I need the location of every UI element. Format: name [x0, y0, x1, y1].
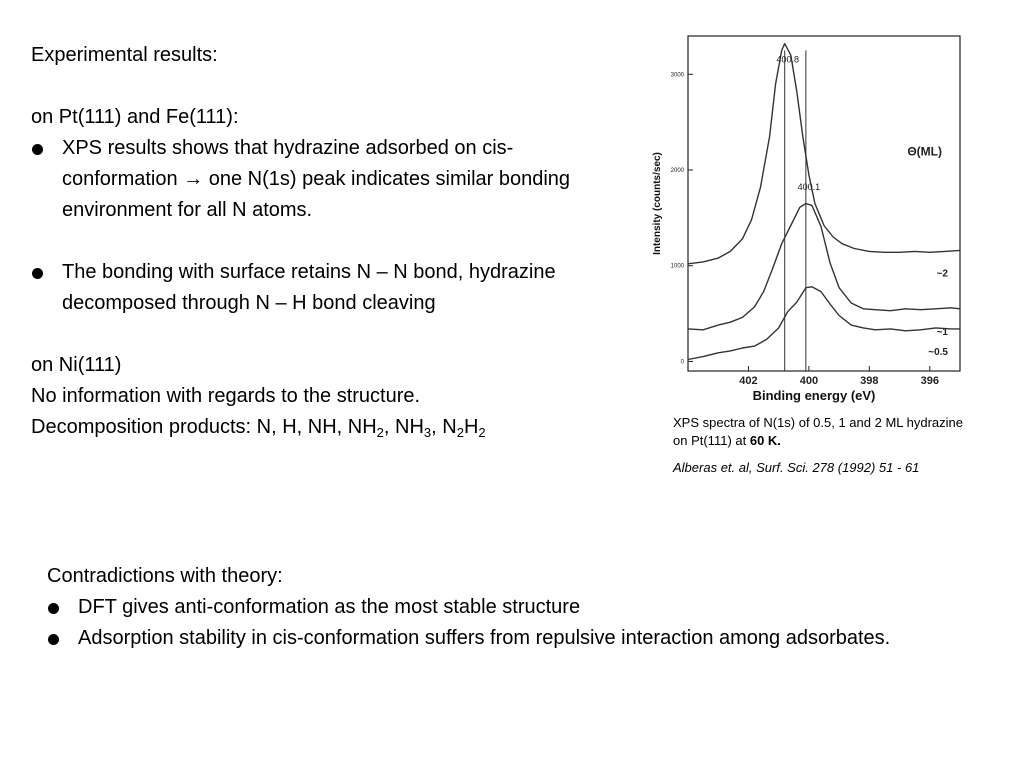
caption-text — [673, 414, 973, 450]
peak-label: 400.8 — [776, 54, 799, 65]
bullet-dft-text: DFT gives anti-conformation as the most stable structure — [78, 596, 581, 618]
caption-temperature: 60 K. — [749, 433, 781, 448]
decomp-sub: 3 — [423, 425, 432, 440]
decomp-mid: , N — [431, 416, 457, 438]
figure-caption — [673, 414, 973, 477]
spacer — [31, 226, 611, 257]
x-tick-label: 402 — [739, 375, 758, 387]
contradictions-heading: Contradictions with theory: — [47, 565, 283, 587]
spacer — [31, 319, 611, 350]
bullet-dot-icon — [32, 144, 43, 155]
pt-fe-subheading: on Pt(111) and Fe(111): — [31, 106, 239, 128]
y-axis-label: Intensity (counts/sec) — [652, 152, 663, 255]
y-tick-label: 0 — [680, 359, 684, 366]
bullet-xps-text-a: XPS results shows that hydrazine adsorbed on cis-conformation — [62, 137, 514, 190]
experimental-heading: Experimental results: — [31, 44, 218, 66]
y-tick-label: 3000 — [670, 72, 684, 79]
right-arrow-icon: → — [183, 168, 204, 190]
decomp-mid: , NH — [383, 416, 424, 438]
series-label: ~2 — [936, 268, 948, 280]
y-tick-label: 1000 — [670, 263, 684, 270]
plot-frame — [688, 36, 960, 371]
experimental-results-text — [31, 40, 611, 443]
x-axis-label: Binding energy (eV) — [752, 388, 876, 403]
caption-body: XPS spectra of N(1s) of 0.5, 1 and 2 ML hydrazine on Pt(111) at — [673, 415, 963, 448]
x-tick-label: 400 — [799, 375, 819, 387]
xps-spectra-chart — [645, 30, 965, 410]
spacer — [31, 71, 611, 102]
series-label: ~0.5 — [928, 346, 948, 358]
y-tick-label: 2000 — [670, 168, 684, 174]
bullet-dft — [47, 592, 987, 623]
no-info-line: No information with regards to the structure. — [31, 385, 421, 407]
bullet-adsorption — [47, 623, 987, 654]
bullet-dot-icon — [48, 603, 59, 614]
legend-title: Θ(ML) — [907, 144, 942, 159]
bullet-bonding-text: The bonding with surface retains N – N bond, hydrazine decomposed through N – H bond cleaving — [62, 261, 556, 314]
bullet-bonding — [31, 257, 611, 319]
caption-reference: Alberas et. al, Surf. Sci. 278 (1992) 51 - 61 — [673, 460, 920, 475]
xps-spectra-figure — [645, 30, 965, 410]
bullet-xps-text-b: one N(1s) peak indicates similar bonding environment for all N atoms. — [62, 168, 571, 221]
peak-label: 400.1 — [797, 181, 821, 192]
series-label: ~1 — [936, 326, 948, 338]
x-tick-label: 398 — [860, 375, 879, 387]
bullet-adsorption-text: Adsorption stability in cis-conformation suffers from repulsive interaction among adsorbates. — [78, 627, 891, 649]
decomp-sub: 2 — [376, 425, 384, 440]
series-line-1 — [688, 204, 960, 330]
bullet-xps-results — [31, 133, 611, 226]
decomp-sub: 2 — [478, 425, 486, 440]
decomp-sub: 2 — [456, 425, 464, 440]
ni-subheading: on Ni(111) — [31, 354, 122, 376]
bullet-dot-icon — [32, 268, 43, 279]
contradictions-text — [47, 561, 987, 654]
bullet-dot-icon — [48, 634, 59, 645]
decomposition-line — [31, 412, 611, 443]
decomp-mid: H — [463, 416, 479, 438]
decomp-prefix: Decomposition products: N, H, NH, NH — [31, 416, 377, 438]
x-tick-label: 396 — [920, 375, 939, 387]
